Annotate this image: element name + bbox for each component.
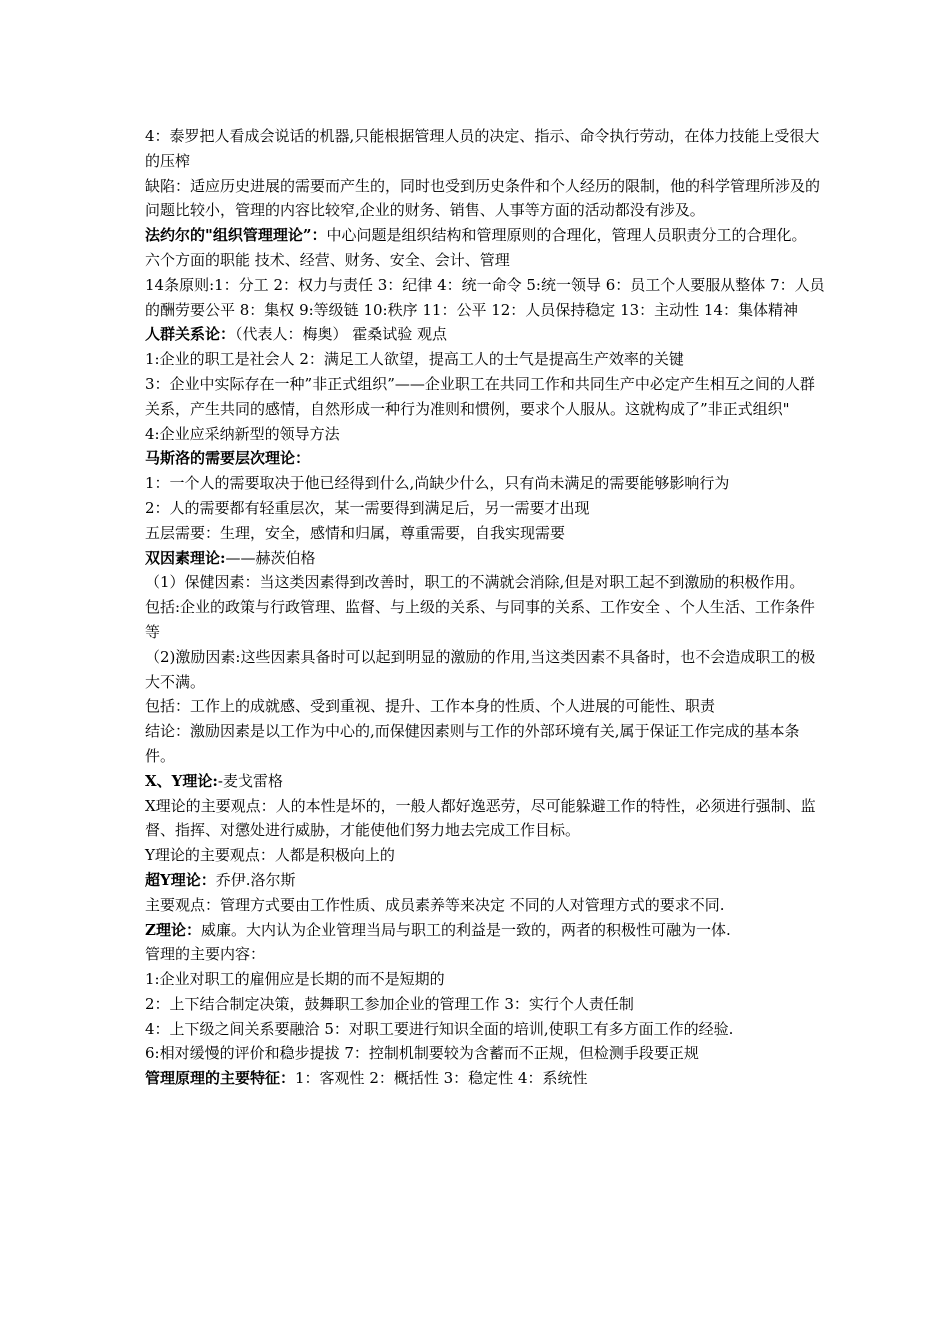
paragraph-bold: X、Y理论: <box>145 771 218 790</box>
paragraph-text: 1:企业的职工是社会人 2：满足工人欲望，提高工人的士气是提高生产效率的关键 <box>145 350 684 369</box>
paragraph-text: 14条原则:1：分工 2：权力与责任 3：纪律 4：统一命令 5:统一领导 6：员工个人要服从整体 7：人员的酬劳要公平 8：集权 9:等级链 10:秩序 11：公平 12：人员保持稳定 13：主动性 14：集体精神 <box>145 275 825 319</box>
paragraph-text: 结论：激励因素是以工作为中心的,而保健因素则与工作的外部环境有关,属于保证工作完成的基本条件。 <box>145 722 800 765</box>
paragraph-line-27 <box>145 967 825 992</box>
paragraph-text: 4：泰罗把人看成会说话的机器,只能根据管理人员的决定、指示、命令执行劳动，在体力技能上受很大的压榨 <box>145 127 820 170</box>
paragraph-text: 4：上下级之间关系要融洽 5：对职工要进行知识全面的培训,使职工有多方面工作的经验. <box>145 1019 734 1038</box>
paragraph-text: （代表人：梅奥） 霍桑试验 观点 <box>235 325 448 344</box>
paragraph-line-19 <box>145 719 825 769</box>
paragraph-text: 6:相对缓慢的评价和稳步提拔 7：控制机制要较为含蓄而不正规，但检测手段要正规 <box>145 1044 699 1063</box>
paragraph-line-12 <box>145 496 825 521</box>
paragraph-text: 六个方面的职能 技术、经营、财务、安全、会计、管理 <box>145 250 510 269</box>
paragraph-text: ——赫茨伯格 <box>225 548 316 567</box>
paragraph-line-5 <box>145 273 825 323</box>
document-page <box>145 124 825 1091</box>
paragraph-bold: 管理原理的主要特征： <box>145 1069 296 1088</box>
paragraph-text: 中心问题是组织结构和管理原则的合理化，管理人员职责分工的合理化。 <box>326 226 807 245</box>
paragraph-line-7 <box>145 347 825 372</box>
paragraph-text: 缺陷：适应历史进展的需要而产生的，同时也受到历史条件和个人经历的限制，他的科学管理所涉及的问题比较小，管理的内容比较窄,企业的财务、销售、人事等方面的活动都没有涉及。 <box>145 176 821 220</box>
paragraph-line-17 <box>145 645 825 695</box>
paragraph-line-13 <box>145 521 825 546</box>
paragraph-line-14 <box>145 546 825 571</box>
paragraph-line-26 <box>145 942 825 967</box>
paragraph-text: X理论的主要观点：人的本性是坏的，一般人都好逸恶劳，尽可能躲避工作的特性，必须进行强制、监督、指挥、对懲处进行威胁，才能使他们努力地去完成工作目标。 <box>145 796 816 840</box>
paragraph-text: 威廉。大内认为企业管理当局与职工的利益是一致的，两者的积极性可融为一体. <box>200 920 731 939</box>
paragraph-line-23 <box>145 868 825 893</box>
paragraph-text: 3：企业中实际存在一种”非正式组织”——企业职工在共同工作和共同生产中必定产生相互之间的人群关系，产生共同的感情，自然形成一种行为准则和惯例，要求个人服从。这就构成了”非正式组织" <box>145 374 815 418</box>
paragraph-line-24 <box>145 893 825 918</box>
paragraph-line-31 <box>145 1066 825 1091</box>
paragraph-line-28 <box>145 992 825 1017</box>
paragraph-line-3 <box>145 223 825 248</box>
paragraph-line-2 <box>145 174 825 224</box>
paragraph-text: 管理的主要内容： <box>145 945 266 964</box>
paragraph-text: -麦戈雷格 <box>217 771 283 790</box>
paragraph-bold: Z理论： <box>145 920 201 939</box>
paragraph-text: 1：一个人的需要取决于他已经得到什么,尚缺少什么，只有尚未满足的需要能够影响行为 <box>145 474 730 493</box>
paragraph-line-22 <box>145 843 825 868</box>
paragraph-bold: 马斯洛的需要层次理论： <box>145 449 311 468</box>
paragraph-text: 主要观点：管理方式要由工作性质、成员素养等来决定 不同的人对管理方式的要求不同. <box>145 895 725 914</box>
paragraph-bold: 超Y理论： <box>145 870 216 889</box>
paragraph-text: Y理论的主要观点：人都是积极向上的 <box>145 846 395 865</box>
paragraph-line-11 <box>145 471 825 496</box>
paragraph-line-10 <box>145 446 825 471</box>
paragraph-text: 五层需要：生理，安全，感情和归属，尊重需要，自我实现需要 <box>145 523 566 542</box>
paragraph-text: （1）保健因素：当这类因素得到改善时，职工的不满就会消除,但是对职工起不到激励的积极作用。 <box>145 573 805 592</box>
paragraph-line-9 <box>145 422 825 447</box>
paragraph-line-15 <box>145 570 825 595</box>
paragraph-text: 2：上下结合制定决策，鼓舞职工参加企业的管理工作 3：实行个人责任制 <box>145 994 634 1013</box>
paragraph-text: （2)激励因素:这些因素具备时可以起到明显的激励的作用,当这类因素不具备时，也不会造成职工的极大不满。 <box>145 647 816 691</box>
paragraph-text: 包括：工作上的成就感、受到重视、提升、工作本身的性质、个人进展的可能性、职责 <box>145 697 716 716</box>
paragraph-line-25 <box>145 918 825 943</box>
paragraph-bold: 法约尔的"组织管理理论”： <box>145 226 327 245</box>
paragraph-line-18 <box>145 694 825 719</box>
paragraph-line-21 <box>145 794 825 844</box>
paragraph-bold: 人群关系论： <box>145 325 236 344</box>
paragraph-line-20 <box>145 769 825 794</box>
paragraph-text: 1：客观性 2：概括性 3：稳定性 4：系统性 <box>295 1069 588 1088</box>
paragraph-line-29 <box>145 1017 825 1042</box>
paragraph-text: 2：人的需要都有轻重层次，某一需要得到满足后，另一需要才出现 <box>145 498 590 517</box>
paragraph-line-1 <box>145 124 825 174</box>
paragraph-text: 1:企业对职工的雇佣应是长期的而不是短期的 <box>145 970 445 989</box>
paragraph-text: 4:企业应采纳新型的领导方法 <box>145 424 340 443</box>
paragraph-text: 包括:企业的政策与行政管理、监督、与上级的关系、与同事的关系、工作安全 、个人生活、工作条件等 <box>145 598 815 641</box>
paragraph-line-30 <box>145 1041 825 1066</box>
paragraph-line-4 <box>145 248 825 273</box>
paragraph-line-16 <box>145 595 825 645</box>
paragraph-bold: 双因素理论: <box>145 548 226 567</box>
paragraph-line-6 <box>145 322 825 347</box>
paragraph-line-8 <box>145 372 825 422</box>
paragraph-text: 乔伊.洛尔斯 <box>215 870 296 889</box>
